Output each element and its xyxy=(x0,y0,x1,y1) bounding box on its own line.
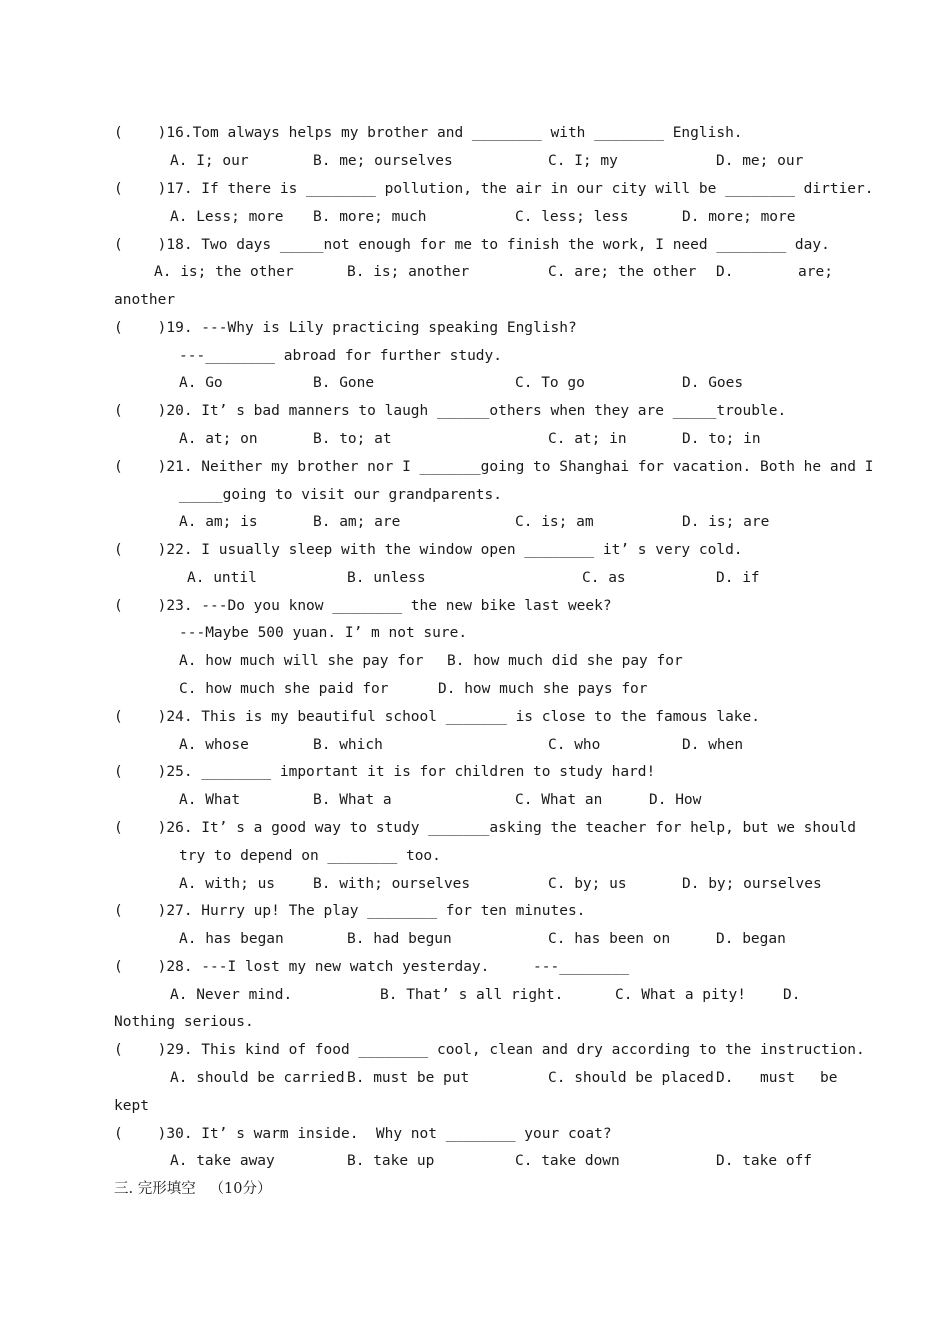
q29-option-d: D. xyxy=(716,1070,734,1086)
q23-option-d: D. how much she pays for xyxy=(438,681,648,697)
q23-option-a: A. how much will she pay for xyxy=(179,653,424,669)
q16-option-a: A. I; our xyxy=(170,153,249,169)
question-25-stem: ( )25. ________ important it is for children to study hard! xyxy=(114,764,656,780)
question-28-stem: ( )28. ---I lost my new watch yesterday. ---________ xyxy=(114,959,630,975)
q18-option-d-text: are; xyxy=(798,264,833,280)
question-30-stem: ( )30. It’ s warm inside. Why not ________ your coat? xyxy=(114,1126,612,1142)
question-21-stem: ( )21. Neither my brother nor I _______going to Shanghai for vacation. Both he and I xyxy=(114,459,874,475)
q22-option-d: D. if xyxy=(716,570,760,586)
q28-option-c: C. What a pity! xyxy=(615,987,746,1003)
q22-option-b: B. unless xyxy=(347,570,426,586)
question-26-stem: ( )26. It’ s a good way to study _______asking the teacher for help, but we should xyxy=(114,820,857,836)
q29-option-d-word1: must xyxy=(760,1070,795,1086)
q29-option-c: C. should be placed xyxy=(548,1070,714,1086)
q21-option-c: C. is; am xyxy=(515,514,594,530)
q26-option-c: C. by; us xyxy=(548,876,627,892)
q26-option-b: B. with; ourselves xyxy=(313,876,471,892)
q30-option-d: D. take off xyxy=(716,1153,813,1169)
q27-option-c: C. has been on xyxy=(548,931,671,947)
q25-option-b: B. What a xyxy=(313,792,392,808)
question-21-stem-cont: _____going to visit our grandparents. xyxy=(179,487,503,503)
q20-option-b: B. to; at xyxy=(313,431,392,447)
q27-option-d: D. began xyxy=(716,931,786,947)
question-22-stem: ( )22. I usually sleep with the window open ________ it’ s very cold. xyxy=(114,542,743,558)
q24-option-c: C. who xyxy=(548,737,601,753)
q29-option-d-word2: be xyxy=(820,1070,838,1086)
q17-option-d: D. more; more xyxy=(682,209,796,225)
question-27-stem: ( )27. Hurry up! The play ________ for ten minutes. xyxy=(114,903,586,919)
q21-option-a: A. am; is xyxy=(179,514,258,530)
q26-option-d: D. by; ourselves xyxy=(682,876,822,892)
q27-option-a: A. has began xyxy=(179,931,284,947)
q18-option-d: D. xyxy=(716,264,734,280)
question-19-stem: ( )19. ---Why is Lily practicing speaking English? xyxy=(114,320,577,336)
q30-option-a: A. take away xyxy=(170,1153,275,1169)
q19-option-c: C. To go xyxy=(515,375,585,391)
q25-option-d: D. How xyxy=(649,792,702,808)
q30-option-c: C. take down xyxy=(515,1153,620,1169)
q24-option-d: D. when xyxy=(682,737,744,753)
question-20-stem: ( )20. It’ s bad manners to laugh ______others when they are _____trouble. xyxy=(114,403,787,419)
q30-option-b: B. take up xyxy=(347,1153,435,1169)
q16-option-c: C. I; my xyxy=(548,153,618,169)
q22-option-a: A. until xyxy=(187,570,257,586)
q19-option-b: B. Gone xyxy=(313,375,375,391)
question-17-stem: ( )17. If there is ________ pollution, the air in our city will be ________ dirtier. xyxy=(114,181,874,197)
q25-option-a: A. What xyxy=(179,792,241,808)
q20-option-d: D. to; in xyxy=(682,431,761,447)
q27-option-b: B. had begun xyxy=(347,931,452,947)
q23-option-c: C. how much she paid for xyxy=(179,681,389,697)
q20-option-c: C. at; in xyxy=(548,431,627,447)
q28-option-d-wrap: Nothing serious. xyxy=(114,1014,254,1030)
q26-option-a: A. with; us xyxy=(179,876,276,892)
q18-option-a: A. is; the other xyxy=(154,264,294,280)
q28-option-a: A. Never mind. xyxy=(170,987,293,1003)
q20-option-a: A. at; on xyxy=(179,431,258,447)
q25-option-c: C. What an xyxy=(515,792,603,808)
q24-option-b: B. which xyxy=(313,737,383,753)
q18-option-c: C. are; the other xyxy=(548,264,697,280)
q18-option-d-wrap: another xyxy=(114,292,176,308)
q23-option-b: B. how much did she pay for xyxy=(447,653,683,669)
q29-option-a: A. should be carried xyxy=(170,1070,345,1086)
q16-option-d: D. me; our xyxy=(716,153,804,169)
q28-option-b: B. That’ s all right. xyxy=(380,987,564,1003)
question-23-stem: ( )23. ---Do you know ________ the new bike last week? xyxy=(114,598,612,614)
question-16-stem: ( )16.Tom always helps my brother and ________ with ________ English. xyxy=(114,125,743,141)
q16-option-b: B. me; ourselves xyxy=(313,153,453,169)
q29-option-b: B. must be put xyxy=(347,1070,470,1086)
question-24-stem: ( )24. This is my beautiful school _______ is close to the famous lake. xyxy=(114,709,761,725)
q18-option-b: B. is; another xyxy=(347,264,470,280)
question-18-stem: ( )18. Two days _____not enough for me to finish the work, I need ________ day. xyxy=(114,237,830,253)
question-29-stem: ( )29. This kind of food ________ cool, clean and dry according to the instruction. xyxy=(114,1042,865,1058)
q17-option-b: B. more; much xyxy=(313,209,427,225)
q19-option-d: D. Goes xyxy=(682,375,744,391)
q29-option-d-wrap: kept xyxy=(114,1098,149,1114)
q19-option-a: A. Go xyxy=(179,375,223,391)
q21-option-d: D. is; are xyxy=(682,514,770,530)
q24-option-a: A. whose xyxy=(179,737,249,753)
q21-option-b: B. am; are xyxy=(313,514,401,530)
q17-option-a: A. Less; more xyxy=(170,209,284,225)
question-19-reply: ---________ abroad for further study. xyxy=(179,348,503,364)
q28-option-d: D. xyxy=(783,987,801,1003)
q17-option-c: C. less; less xyxy=(515,209,629,225)
q22-option-c: C. as xyxy=(582,570,626,586)
question-26-stem-cont: try to depend on ________ too. xyxy=(179,848,441,864)
section-heading-cloze: 三. 完形填空 （10分） xyxy=(114,1181,272,1197)
question-23-reply: ---Maybe 500 yuan. I’ m not sure. xyxy=(179,625,468,641)
